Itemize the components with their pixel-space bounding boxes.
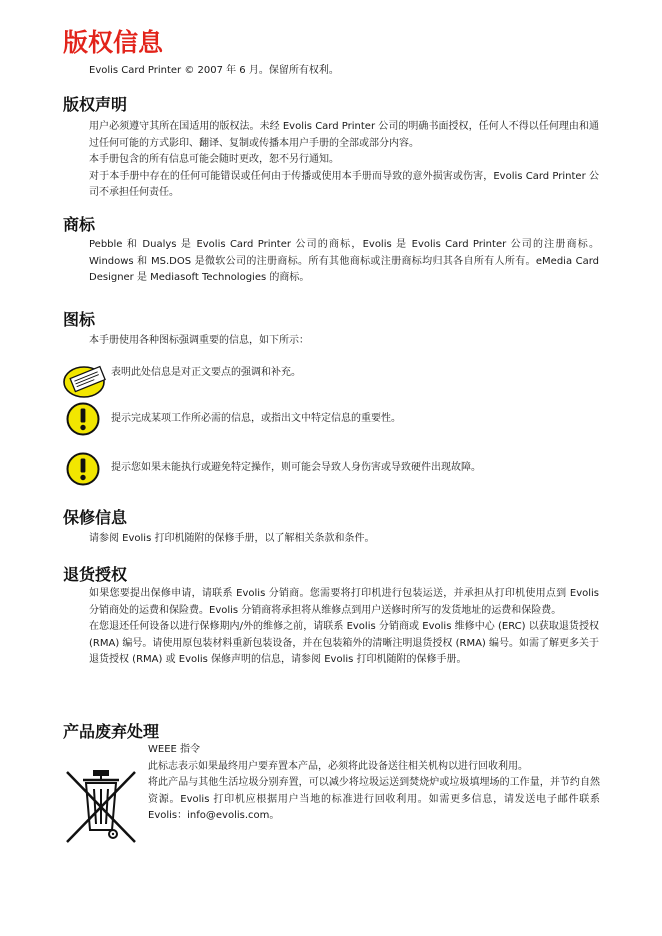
copyright-line: Evolis Card Printer © 2007 年 6 月。保留所有权利。 — [89, 65, 339, 76]
copyright-body — [89, 119, 599, 202]
copyright-paragraph-2: 本手册包含的所有信息可能会随时更改，恕不另行通知。 — [89, 154, 339, 165]
weee-bin-icon — [63, 768, 139, 846]
warning-icon — [66, 452, 100, 486]
returns-paragraph-2: 在您退还任何设备以进行保修期内/外的维修之前，请联系 Evolis 分销商或 Evolis 维修中心 (ERC) 以获取退货授权 (RMA) 编号。请使用原包装材料重新包装设备，并在包装箱外的清晰注明退货授权 (RMA) 编号。如需了解更多关于退货授权 (RMA) 或 Evolis 保修声明的信息，请参阅 Evolis 打印机随附的保修手册。 — [89, 621, 599, 665]
page-title: 版权信息 — [63, 28, 164, 57]
warranty-body: 请参阅 Evolis 打印机随附的保修手册，以了解相关条款和条件。 — [89, 533, 375, 544]
section-heading-disposal: 产品废弃处理 — [63, 722, 160, 741]
section-heading-icons: 图标 — [63, 310, 96, 329]
warning-icon-description: 提示您如果未能执行或避免特定操作，则可能会导致人身伤害或导致硬件出现故障。 — [111, 462, 481, 473]
section-heading-copyright: 版权声明 — [63, 95, 128, 114]
note-icon — [62, 363, 110, 399]
icons-intro: 本手册使用各种图标强调重要的信息，如下所示： — [89, 335, 309, 346]
section-heading-returns: 退货授权 — [63, 565, 128, 584]
returns-paragraph-1: 如果您要提出保修申请，请联系 Evolis 分销商。您需要将打印机进行包装运送，并承担从打印机使用点到 Evolis 分销商处的运费和保险费。Evolis 分销商将承担将从维修点到用户送修时所写的发货地址的运费和保险费。 — [89, 588, 599, 616]
important-icon-description: 提示完成某项工作所必需的信息，或指出文中特定信息的重要性。 — [111, 413, 401, 424]
copyright-paragraph-3: 对于本手册中存在的任何可能错误或任何由于传播或使用本手册而导致的意外损害或伤害，Evolis Card Printer 公司不承担任何责任。 — [89, 170, 599, 198]
copyright-paragraph-1: 用户必须遵守其所在国适用的版权法。未经 Evolis Card Printer 公司的明确书面授权，任何人不得以任何理由和通过任何可能的方式影印、翻译、复制或传播本用户手册的全部或部分内容。 — [89, 121, 599, 149]
section-heading-trademarks: 商标 — [63, 215, 96, 234]
important-icon — [66, 402, 100, 436]
trademarks-body — [89, 237, 599, 287]
note-icon-description: 表明此处信息是对正文要点的强调和补充。 — [111, 367, 301, 378]
disposal-body — [148, 742, 600, 825]
trademarks-paragraph-1: Pebble 和 Dualys 是 Evolis Card Printer 公司的商标，Evolis 是 Evolis Card Printer 公司的注册商标。Windows 和 MS.DOS 是微软公司的注册商标。所有其他商标或注册商标均归其各自所有人所有。eMedia Card Designer 是 Mediasoft Technologies 的商标。 — [89, 239, 599, 283]
weee-label: WEEE 指令 — [148, 744, 201, 755]
returns-body — [89, 586, 599, 669]
disposal-paragraph-2: 将此产品与其他生活垃圾分别弃置，可以减少将垃圾运送到焚烧炉或垃圾填埋场的工作量，并节约自然资源。Evolis 打印机应根据用户当地的标准进行回收利用。如需更多信息，请发送电子邮件联系 Evolis：info@evolis.com。 — [148, 777, 600, 821]
section-heading-warranty: 保修信息 — [63, 508, 128, 527]
disposal-paragraph-1: 此标志表示如果最终用户要弃置本产品，必须将此设备送往相关机构以进行回收利用。 — [148, 760, 528, 772]
